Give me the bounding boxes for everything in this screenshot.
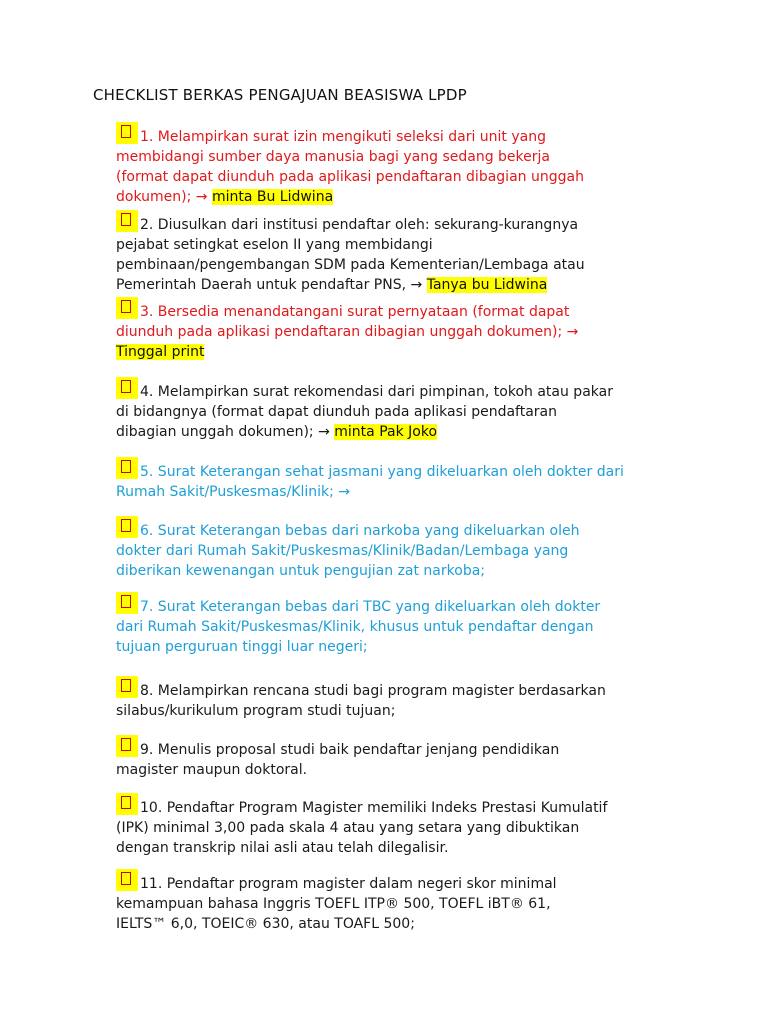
item-text: 10. Pendaftar Program Magister memiliki Indeks Prestasi Kumulatif (IPK) minimal 3,00 pada skala 4 atau yang setara yang dibuktikan dengan transkrip nilai asli atau telah dilegalisir. [116, 800, 608, 856]
item-text: 6. Surat Keterangan bebas dari narkoba yang dikeluarkan oleh dokter dari Rumah Sakit/Puskesmas/Klinik/Badan/Lembaga yang diberikan kewenangan untuk pengujian zat narkoba; [116, 523, 580, 579]
item-text: 4. Melampirkan surat rekomendasi dari pimpinan, tokoh atau pakar di bidangnya (format dapat diunduh pada aplikasi pendaftaran dibagian unggah dokumen); → minta Pak Joko [116, 384, 613, 440]
document-title: CHECKLIST BERKAS PENGAJUAN BEASISWA LPDP [93, 86, 467, 104]
checkbox-icon[interactable] [116, 869, 138, 891]
note-highlight: Tanya bu Lidwina [426, 277, 548, 293]
checkbox-icon[interactable] [116, 457, 138, 479]
item-text: 8. Melampirkan rencana studi bagi program magister berdasarkan silabus/kurikulum program studi tujuan; [116, 683, 606, 719]
checkbox-icon[interactable] [116, 377, 138, 399]
checkbox-icon[interactable] [116, 516, 138, 538]
item-text: 11. Pendaftar program magister dalam negeri skor minimal kemampuan bahasa Inggris TOEFL ITP® 500, TOEFL iBT® 61, IELTS™ 6,0, TOEIC® 630, atau TOAFL 500; [116, 876, 557, 932]
checkbox-icon[interactable] [116, 793, 138, 815]
checkbox-icon[interactable] [116, 210, 138, 232]
note-highlight: minta Bu Lidwina [211, 189, 334, 205]
item-text: 3. Bersedia menandatangani surat pernyataan (format dapat diunduh pada aplikasi pendaftaran dibagian unggah dokumen); → Tinggal print [116, 304, 579, 360]
checkbox-icon[interactable] [116, 676, 138, 698]
item-text: 2. Diusulkan dari institusi pendaftar oleh: sekurang-kurangnya pejabat setingkat eselon II yang membidangi pembinaan/pengembangan SDM pada Kementerian/Lembaga atau Pemerintah Daerah untuk pendaftar PNS, → Tanya bu Lidwina [116, 217, 585, 293]
item-text: 7. Surat Keterangan bebas dari TBC yang dikeluarkan oleh dokter dari Rumah Sakit/Puskesmas/Klinik, khusus untuk pendaftar dengan tujuan perguruan tinggi luar negeri; [116, 599, 601, 655]
item-text: 9. Menulis proposal studi baik pendaftar jenjang pendidikan magister maupun doktoral. [116, 742, 560, 778]
checkbox-icon[interactable] [116, 592, 138, 614]
note-highlight: minta Pak Joko [334, 424, 438, 440]
note-highlight: Tinggal print [116, 344, 205, 360]
checkbox-icon[interactable] [116, 297, 138, 319]
checkbox-icon[interactable] [116, 735, 138, 757]
item-text: 1. Melampirkan surat izin mengikuti seleksi dari unit yang membidangi sumber daya manusia bagi yang sedang bekerja (format dapat diunduh pada aplikasi pendaftaran dibagian unggah dokumen); → minta Bu Lidwina [116, 129, 584, 205]
item-text: 5. Surat Keterangan sehat jasmani yang dikeluarkan oleh dokter dari Rumah Sakit/Puskesmas/Klinik; → [116, 464, 624, 500]
checkbox-icon[interactable] [116, 122, 138, 144]
